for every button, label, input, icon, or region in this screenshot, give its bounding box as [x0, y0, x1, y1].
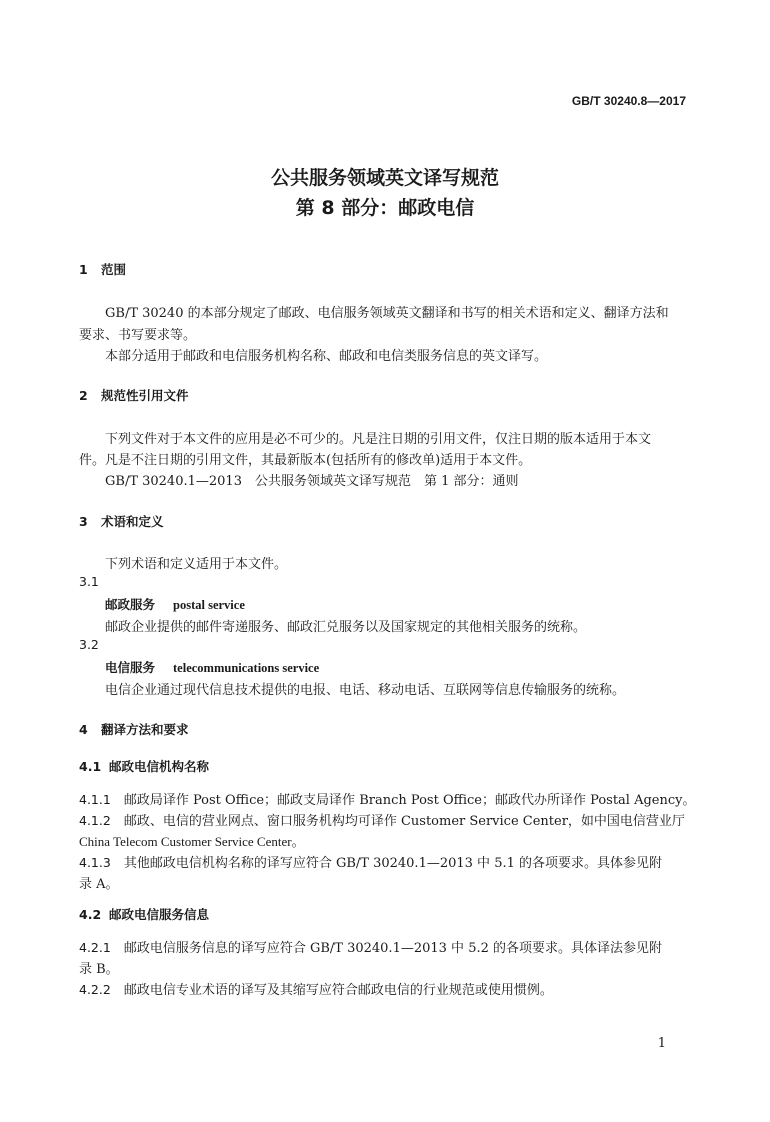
term-entry [105, 595, 245, 613]
subsection-4-2-heading [79, 905, 209, 923]
clause-text: 其他邮政电信机构名称的译写应符合 GB/T 30240.1—2013 中 5.1 的各项要求。具体参见附 [123, 856, 662, 871]
clause-number: 4.2.1 [79, 940, 111, 955]
clause-text: 邮政电信专业术语的译写及其缩写应符合邮政电信的行业规范或使用惯例。 [123, 983, 553, 998]
clause-continuation: 录 A。 [79, 877, 119, 892]
standard-code: GB/T 30240.8—2017 [571, 94, 686, 108]
clause-4-1-3 [79, 852, 662, 871]
term-en: telecommunications service [173, 661, 320, 675]
clause-4-2-1 [79, 937, 662, 956]
clause-number: 4.1.1 [79, 792, 111, 807]
normative-reference: GB/T 30240.1—2013 公共服务领域英文译写规范 第 1 部分：通则 [105, 474, 519, 489]
term-en: postal service [173, 598, 245, 612]
paragraph: 下列文件对于本文件的应用是必不可少的。凡是注日期的引用文件，仅注日期的版本适用于本文 [105, 432, 652, 447]
paragraph: 本部分适用于邮政和电信服务机构名称、邮政和电信类服务信息的英文译写。 [105, 349, 548, 364]
subsection-number: 4.2 [79, 907, 102, 922]
term-definition: 邮政企业提供的邮件寄递服务、邮政汇兑服务以及国家规定的其他相关服务的统称。 [105, 620, 587, 635]
document-title: 公共服务领域英文译写规范 [270, 167, 499, 189]
term-number: 3.2 [79, 637, 99, 652]
subsection-number: 4.1 [79, 759, 102, 774]
clause-number: 4.1.3 [79, 855, 111, 870]
paragraph-continuation: 件。凡是不注日期的引用文件，其最新版本(包括所有的修改单)适用于本文件。 [79, 453, 532, 468]
clause-text: 邮政、电信的营业网点、窗口服务机构均可译作 Customer Service Center，如中国电信营业厅 [123, 814, 685, 829]
clause-continuation: 录 B。 [79, 962, 119, 977]
clause-text: 邮政电信服务信息的译写应符合 GB/T 30240.1—2013 中 5.2 的各项要求。具体译法参见附 [123, 941, 662, 956]
subsection-title: 邮政电信服务信息 [109, 907, 210, 922]
section-1-heading [79, 260, 126, 278]
subsection-4-1-heading [79, 757, 209, 775]
subsection-title: 邮政电信机构名称 [109, 759, 210, 774]
clause-text: 邮政局译作 Post Office；邮政支局译作 Branch Post Office；邮政代办所译作 Postal Agency。 [123, 793, 696, 808]
section-title: 翻译方法和要求 [101, 722, 189, 737]
clause-4-1-1 [79, 789, 696, 808]
section-title: 规范性引用文件 [101, 388, 189, 403]
section-number: 3 [79, 514, 88, 529]
page-number: 1 [657, 1036, 666, 1051]
section-title: 术语和定义 [101, 514, 164, 529]
term-zh: 电信服务 [105, 660, 156, 675]
section-4-heading [79, 720, 189, 738]
clause-number: 4.2.2 [79, 982, 111, 997]
clause-4-1-2 [79, 810, 685, 829]
document-subtitle: 第 8 部分：邮政电信 [295, 197, 475, 219]
paragraph-continuation: 要求、书写要求等。 [79, 328, 197, 343]
section-2-heading [79, 386, 189, 404]
paragraph: 下列术语和定义适用于本文件。 [105, 557, 288, 572]
section-number: 2 [79, 388, 88, 403]
paragraph: GB/T 30240 的本部分规定了邮政、电信服务领域英文翻译和书写的相关术语和定义、翻译方法和 [105, 306, 669, 321]
clause-4-2-2 [79, 979, 553, 998]
term-number: 3.1 [79, 574, 99, 589]
term-entry [105, 658, 319, 676]
clause-continuation: China Telecom Customer Service Center。 [79, 834, 305, 849]
section-number: 4 [79, 722, 88, 737]
section-title: 范围 [101, 262, 127, 277]
section-3-heading [79, 512, 164, 530]
term-definition: 电信企业通过现代信息技术提供的电报、电话、移动电话、互联网等信息传输服务的统称。 [105, 683, 626, 698]
clause-number: 4.1.2 [79, 813, 111, 828]
term-zh: 邮政服务 [105, 597, 156, 612]
section-number: 1 [79, 262, 88, 277]
